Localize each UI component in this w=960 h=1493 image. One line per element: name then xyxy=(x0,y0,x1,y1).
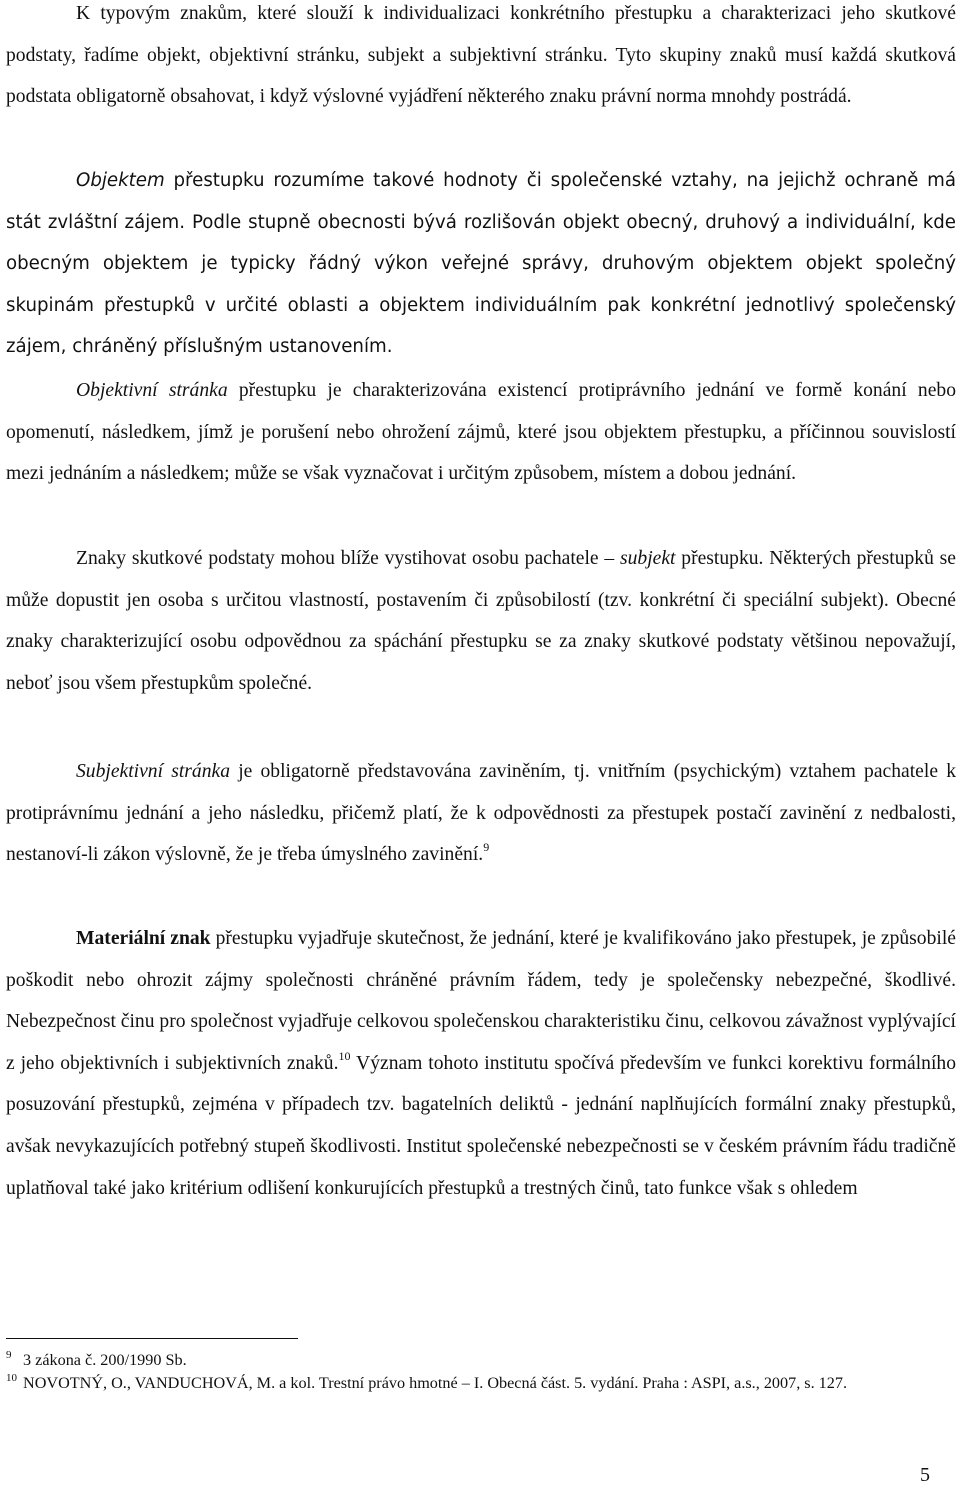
paragraph-text: přestupku je charakterizována existencí protiprávního jednání ve formě konání nebo opomenutí, následkem, jímž je porušení nebo ohrožení zájmů, které jsou objektem přestupku, a příčinnou souvislostí mezi jednáním a následkem; může se však vyznačovat i určitým způsobem, místem a dobou jednání. xyxy=(6,380,956,485)
paragraph-typove-znaky xyxy=(6,0,956,118)
paragraph-text-after: přestupku. Některých přestupků se může dopustit jen osoba s určitou vlastností, postavením či způsobilostí (tzv. konkrétní či speciální subjekt). Obecné znaky charakterizující osobu odpovědnou za spáchání přestupku se za znaky skutkové podstaty většinou nepovažují, neboť jsou všem přestupkům společné. xyxy=(6,548,956,694)
paragraph-text-before: přestupku vyjadřuje skutečnost, že jednání, které je kvalifikováno jako přestupek, je způsobilé poškodit nebo ohrozit zájmy společnosti chráněné právním řádem, tedy je společensky nebezpečné, škodlivé. Nebezpečnost činu pro společnost vyjadřuje celkovou společenskou charakteristiku činu, celkovou závažnost vyplývající z jeho objektivních i subjektivních znaků. xyxy=(6,928,957,1074)
footnote-divider xyxy=(6,1338,298,1339)
term-subjekt: subjekt xyxy=(619,548,676,569)
term-objektivni-stranka: Objektivní stránka xyxy=(76,380,228,401)
term-materialni-znak: Materiální znak xyxy=(76,928,211,949)
paragraph-text-before: Znaky skutkové podstaty mohou blíže vystihovat osobu pachatele – xyxy=(76,548,620,569)
footnote-text: NOVOTNÝ, O., VANDUCHOVÁ, M. a kol. Trestní právo hmotné – I. Obecná část. 5. vydání. Praha : ASPI, a.s., 2007, s. 127. xyxy=(23,1374,848,1392)
paragraph-materialni-znak xyxy=(6,918,956,1209)
footnotes xyxy=(6,1350,956,1393)
footnote-number: 10 xyxy=(6,1372,17,1384)
page-number: 5 xyxy=(920,1464,930,1486)
paragraph-objektivni-stranka xyxy=(6,370,956,495)
paragraph-text: přestupku rozumíme takové hodnoty či společenské vztahy, na jejichž ochraně má stát zvláštní zájem. Podle stupně obecnosti bývá rozlišován objekt obecný, druhový a individuální, kde obecným objektem je typicky řádný výkon veřejné správy, druhovým objektem objekt společný skupinám přestupků v určité oblasti a objektem individuálním pak konkrétní jednotlivý společenský zájem, chráněný příslušným ustanovením. xyxy=(6,170,956,358)
paragraph-subjekt xyxy=(6,538,956,704)
paragraph-subjektivni-stranka xyxy=(6,751,956,876)
paragraph-text: je obligatorně představována zaviněním, tj. vnitřním (psychickým) vztahem pachatele k protiprávnímu jednání a jeho následku, přičemž platí, že k odpovědnosti za přestupek postačí zavinění z nedbalosti, nestanoví-li zákon výslovně, že je třeba úmyslného zavinění. xyxy=(6,761,956,866)
paragraph-objekt xyxy=(6,160,956,368)
term-objektem: Objektem xyxy=(76,170,165,191)
footnote-10 xyxy=(6,1373,956,1393)
footnote-ref-9[interactable]: 9 xyxy=(483,840,490,855)
footnote-ref-10[interactable]: 10 xyxy=(338,1048,351,1063)
footnote-9 xyxy=(6,1350,956,1370)
footnote-number: 9 xyxy=(6,1349,12,1361)
paragraph-text-after: Význam tohoto institutu spočívá především ve funkci korektivu formálního posuzování přestupků, zejména v případech tzv. bagatelních deliktů - jednání naplňujících formální znaky přestupků, avšak nevykazujících potřebný stupeň škodlivosti. Institut společenské nebezpečnosti se v českém právním řádu tradičně uplatňoval také jako kritérium odlišení konkurujících přestupků a trestných činů, tato funkce však s ohledem xyxy=(6,1052,956,1199)
footnote-text: 3 zákona č. 200/1990 Sb. xyxy=(23,1351,187,1369)
term-subjektivni-stranka: Subjektivní stránka xyxy=(76,761,231,782)
paragraph-text: K typovým znakům, které slouží k individualizaci konkrétního přestupku a charakterizaci jeho skutkové podstaty, řadíme objekt, objektivní stránku, subjekt a subjektivní stránku. Tyto skupiny znaků musí každá skutková podstata obligatorně obsahovat, i když výslovné vyjádření některého znaku právní norma mnohdy postrádá. xyxy=(6,3,956,108)
